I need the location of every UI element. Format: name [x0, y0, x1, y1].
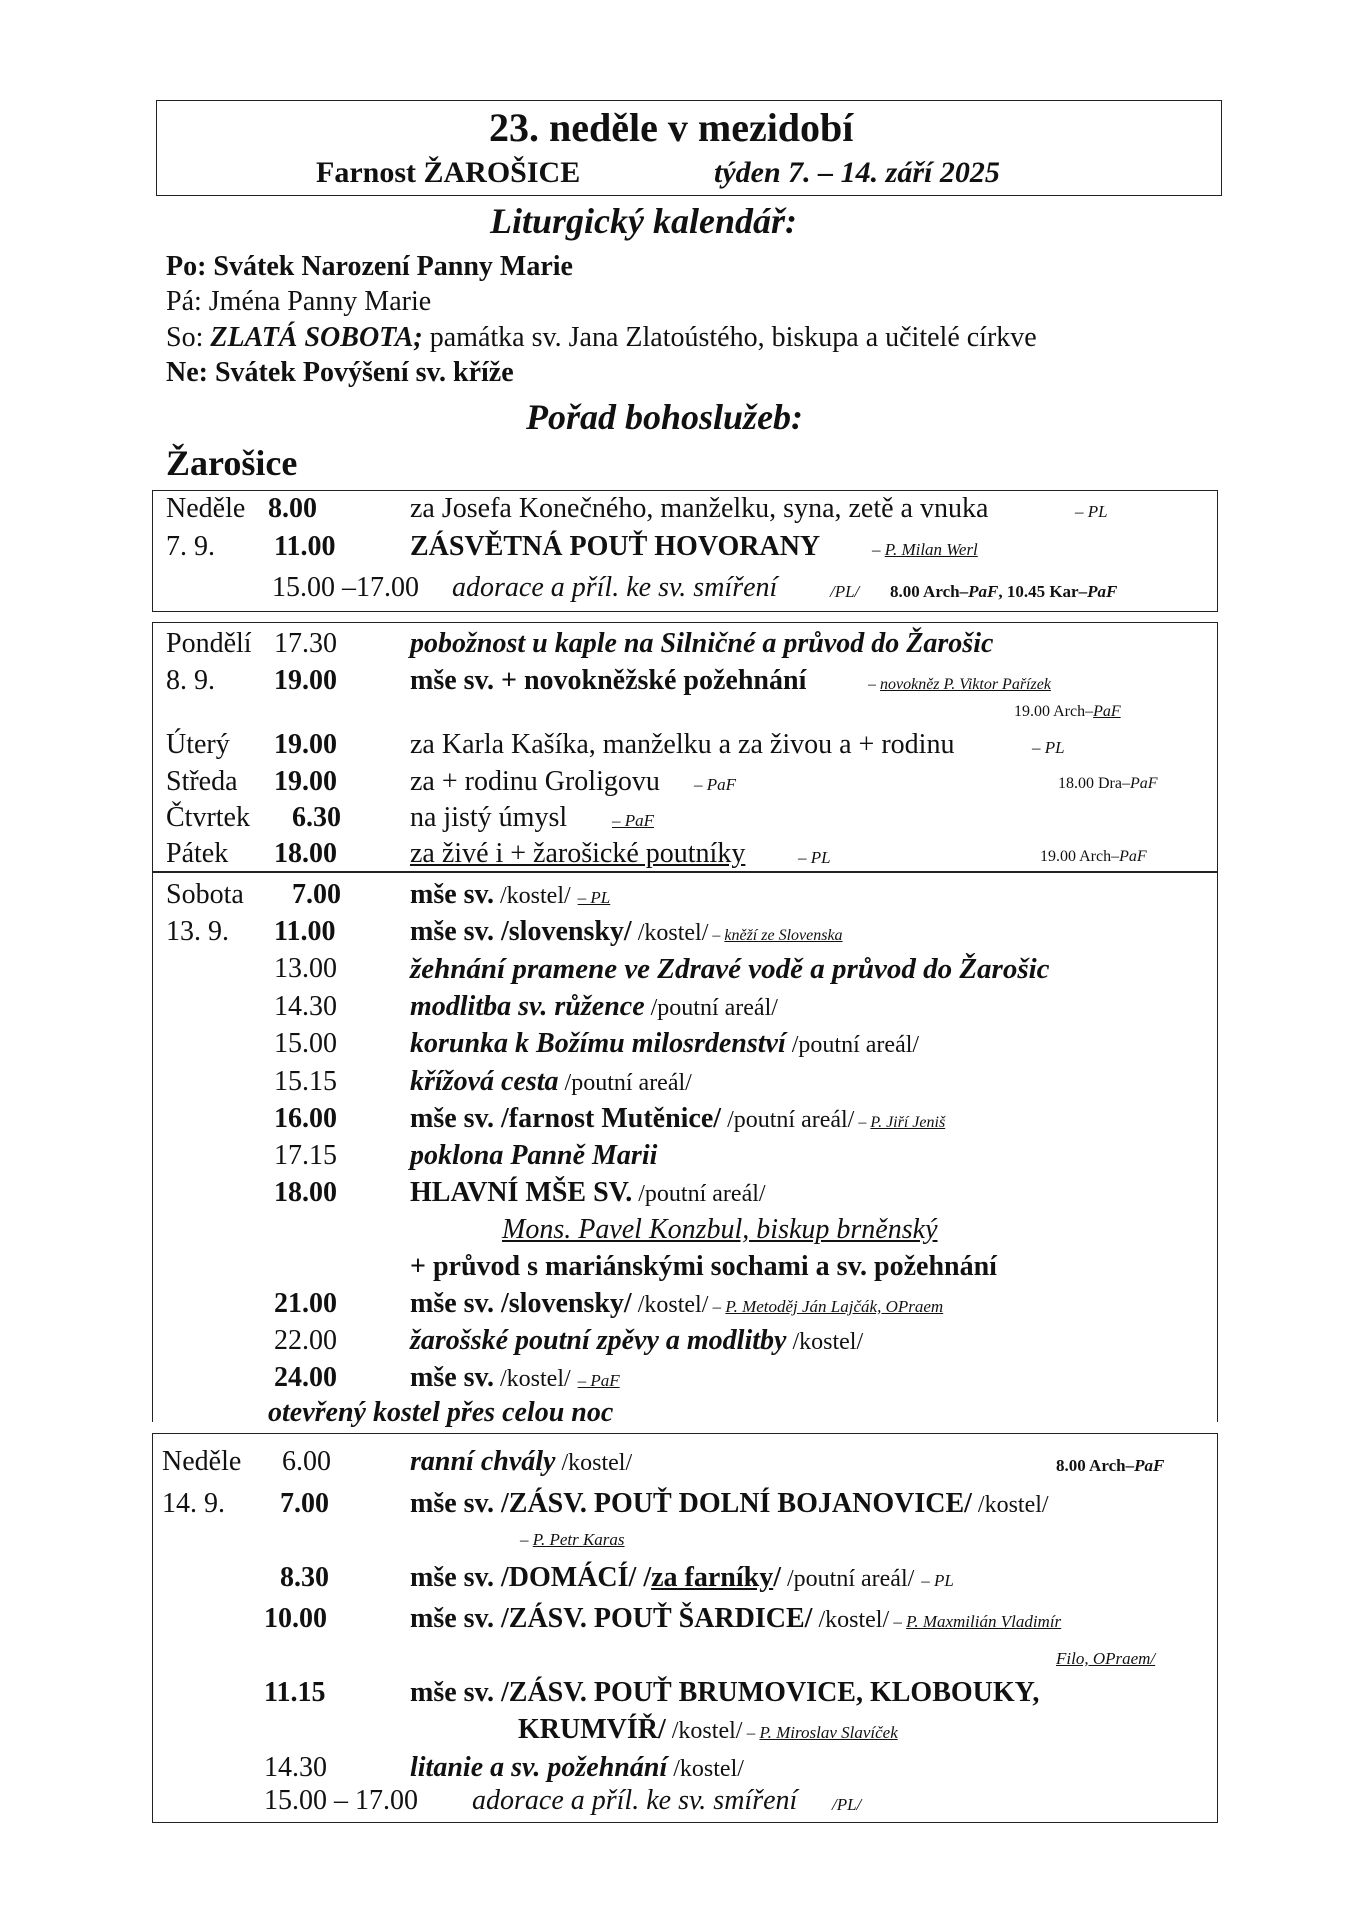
- celebrant: [872, 540, 978, 560]
- mass-note-part: , 10.45 Kar–: [998, 582, 1088, 601]
- day-label: Úterý: [166, 729, 230, 760]
- celebrant: [520, 1530, 625, 1550]
- event: ZÁSVĚTNÁ POUŤ HOVORANY: [410, 531, 821, 562]
- event-place: /poutní areál/: [644, 995, 778, 1021]
- celebrant-name: P. Milan Werl: [884, 540, 978, 559]
- mass-note-place: 19.00 Arch–: [1040, 848, 1120, 865]
- mass-note-paf: PaF: [968, 582, 999, 601]
- celebrant-dash: –: [889, 1612, 907, 1631]
- event: [410, 991, 778, 1023]
- celebrant: – PL: [1032, 738, 1065, 757]
- mass-note-place: 8.00 Arch–: [1056, 1456, 1135, 1475]
- time: 10.00: [264, 1603, 327, 1634]
- intention: za Josefa Konečného, manželku, syna, zetě a vnuka: [410, 493, 989, 524]
- mass-note: [890, 582, 1117, 602]
- event-title: křížová cesta: [410, 1066, 559, 1097]
- event-place: /kostel/: [631, 920, 709, 946]
- event-title: mše sv. /ZÁSV. POUŤ ŠARDICE/: [410, 1603, 813, 1634]
- mass-note-place: 18.00 Dra–: [1058, 775, 1130, 792]
- time: 8.00: [268, 493, 317, 524]
- time: 16.00: [274, 1103, 337, 1134]
- day-label: Pátek: [166, 838, 229, 869]
- event: žehnání pramene ve Zdravé vodě a průvod do Žarošic: [410, 953, 1050, 985]
- event-title: HLAVNÍ MŠE SV.: [410, 1177, 633, 1208]
- time: 21.00: [274, 1288, 337, 1319]
- time: 18.00: [274, 1177, 337, 1208]
- event-title: litanie a sv. požehnání: [410, 1752, 668, 1783]
- event-place: /poutní areál/: [632, 1181, 766, 1207]
- intention: za + rodinu Groligovu: [410, 766, 660, 797]
- time: 15.00 –17.00: [272, 572, 419, 603]
- celebrant-dash: –: [708, 927, 725, 944]
- event: [410, 1028, 919, 1060]
- event-place: /kostel/: [555, 1450, 633, 1476]
- time: 11.15: [264, 1677, 326, 1708]
- schedule-heading: Pořad bohoslužeb:: [526, 397, 804, 437]
- celebrant-name: novokněz P. Viktor Pařízek: [880, 676, 1051, 693]
- event: adorace a příl. ke sv. smíření: [472, 1785, 798, 1816]
- celebrant: Mons. Pavel Konzbul, biskup brněnský: [502, 1214, 938, 1245]
- event: [410, 1446, 632, 1478]
- calendar-saturday: [166, 322, 1037, 354]
- event-place: /kostel/: [971, 1492, 1049, 1518]
- event-title: mše sv. /ZÁSV. POUŤ DOLNÍ BOJANOVICE/: [410, 1488, 972, 1519]
- time: 15.00 – 17.00: [264, 1785, 418, 1816]
- event: [410, 1562, 954, 1594]
- event: adorace a příl. ke sv. smíření: [452, 572, 778, 603]
- day-label: Čtvrtek: [166, 802, 250, 833]
- time: 14.30: [274, 991, 337, 1022]
- celebrant-dash: –: [868, 676, 880, 693]
- time: 24.00: [274, 1362, 337, 1393]
- event-title-underlined: za farníky: [651, 1562, 774, 1593]
- day-label: Sobota: [166, 879, 244, 910]
- event: [410, 879, 610, 911]
- date-label: 7. 9.: [166, 531, 215, 562]
- event-place: /kostel/: [667, 1756, 744, 1782]
- time: 19.00: [274, 665, 337, 696]
- mass-note: [1056, 1456, 1164, 1476]
- event: + průvod s mariánskými sochami a sv. požehnání: [410, 1251, 997, 1282]
- time: 7.00: [292, 879, 341, 910]
- place-name: Žarošice: [166, 443, 298, 483]
- time: 22.00: [274, 1325, 337, 1356]
- event: [410, 1288, 943, 1320]
- date-label: 8. 9.: [166, 665, 215, 696]
- celebrant-dash: –: [708, 1297, 726, 1316]
- event-title: mše sv.: [410, 879, 494, 910]
- celebrant-dash: –: [742, 1723, 760, 1742]
- celebrant: P. Jiří Jeniš: [870, 1114, 946, 1131]
- celebrant: P. Maxmilián Vladimír: [906, 1612, 1062, 1631]
- time: 11.00: [274, 916, 336, 947]
- calendar-sunday: Ne: Svátek Povýšení sv. kříže: [166, 357, 514, 388]
- celebrant: – PL: [798, 848, 831, 867]
- calendar-heading: Liturgický kalendář:: [490, 201, 797, 241]
- celebrant: kněží ze Slovenska: [724, 927, 843, 944]
- celebrant: – PL: [921, 1571, 954, 1590]
- time: 6.00: [282, 1446, 331, 1477]
- event-place: /poutní areál/: [558, 1070, 692, 1096]
- mass-note: [1040, 848, 1147, 866]
- open-church-note: otevřený kostel přes celou noc: [268, 1397, 614, 1428]
- mass-note-paf: PaF: [1119, 848, 1147, 865]
- intention: za živé i + žarošické poutníky: [410, 838, 746, 869]
- week-range: týden 7. – 14. září 2025: [714, 156, 1000, 189]
- time: 19.00: [274, 766, 337, 797]
- event-title: mše sv. /slovensky/: [410, 916, 632, 947]
- celebrant: – PaF: [612, 811, 655, 830]
- day-label: Pondělí: [166, 628, 252, 659]
- mass-note-part: 8.00 Arch–: [890, 582, 969, 601]
- event: [410, 1325, 863, 1357]
- celebrant: /PL/: [832, 1795, 862, 1814]
- event-title: mše sv. /farnost Mutěnice/: [410, 1103, 722, 1134]
- time: 14.30: [264, 1752, 327, 1783]
- celebrant: /PL/: [830, 582, 860, 601]
- mass-note-paf: PaF: [1087, 582, 1118, 601]
- event-place: /kostel/: [786, 1329, 864, 1355]
- event: mše sv. /ZÁSV. POUŤ BRUMOVICE, KLOBOUKY,: [410, 1677, 1040, 1708]
- event-title: ranní chvály: [410, 1446, 556, 1477]
- celebrant-dash: –: [872, 540, 885, 559]
- time: 11.00: [274, 531, 336, 562]
- date-label: 13. 9.: [166, 916, 229, 947]
- mass-note: [1014, 703, 1121, 721]
- event-title: žarošské poutní zpěvy a modlitby: [410, 1325, 787, 1356]
- celebrant: [868, 676, 1051, 694]
- event: poklona Panně Marii: [410, 1140, 658, 1171]
- event: mše sv. + novokněžské požehnání: [410, 665, 807, 696]
- time: 17.30: [274, 628, 337, 659]
- day-label: Středa: [166, 766, 238, 797]
- event-title: mše sv. /DOMÁCÍ/ /: [410, 1562, 652, 1593]
- event-place: /poutní areál/: [781, 1566, 915, 1592]
- event: [410, 916, 843, 948]
- event-title: korunka k Božímu milosrdenství: [410, 1028, 786, 1059]
- event: [410, 1066, 692, 1098]
- calendar-saturday-feast: ZLATÁ SOBOTA;: [210, 322, 423, 353]
- mass-note: [1058, 775, 1158, 793]
- event: [518, 1714, 898, 1746]
- time: 15.00: [274, 1028, 337, 1059]
- time: 13.00: [274, 953, 337, 984]
- mass-note-paf: PaF: [1129, 775, 1158, 792]
- celebrant: – PL: [577, 888, 611, 907]
- time: 15.15: [274, 1066, 337, 1097]
- event-place: /poutní areál/: [721, 1107, 855, 1133]
- event: [410, 1103, 945, 1135]
- calendar-monday: Po: Svátek Narození Panny Marie: [166, 251, 573, 282]
- time: 19.00: [274, 729, 337, 760]
- time: 18.00: [274, 838, 337, 869]
- calendar-friday: Pá: Jména Panny Marie: [166, 286, 432, 317]
- event-title: modlitba sv. růžence: [410, 991, 645, 1022]
- event-place: /kostel/: [494, 883, 571, 909]
- event: [410, 1177, 766, 1209]
- event-title: mše sv.: [410, 1362, 494, 1393]
- page-title: 23. neděle v mezidobí: [489, 105, 854, 150]
- intention: za Karla Kašíka, manželku a za živou a + rodinu: [410, 729, 955, 760]
- event-place: /kostel/: [494, 1366, 571, 1392]
- day-label: Neděle: [166, 493, 246, 524]
- celebrant-dash: –: [854, 1114, 871, 1131]
- celebrant: P. Miroslav Slavíček: [759, 1723, 898, 1742]
- calendar-saturday-prefix: So:: [166, 322, 211, 353]
- event: [410, 1362, 620, 1394]
- event-place: /kostel/: [812, 1607, 890, 1633]
- celebrant: P. Metoděj Ján Lajčák, OPraem: [725, 1297, 944, 1316]
- celebrant: – PaF: [694, 775, 737, 794]
- event-title: KRUMVÍŘ/: [518, 1714, 666, 1745]
- event-place: /kostel/: [665, 1718, 743, 1744]
- celebrant: – PL: [1075, 502, 1108, 521]
- event-place: /poutní areál/: [785, 1032, 920, 1058]
- celebrant-name: P. Petr Karas: [532, 1530, 625, 1549]
- mass-note-place: 19.00 Arch–: [1014, 703, 1094, 720]
- event: [410, 1752, 744, 1784]
- event-place: /kostel/: [631, 1292, 709, 1318]
- event: [410, 1603, 1061, 1635]
- intention: na jistý úmysl: [410, 802, 568, 833]
- parish-name: Farnost ŽAROŠICE: [316, 156, 581, 189]
- time: 7.00: [280, 1488, 329, 1519]
- date-label: 14. 9.: [162, 1488, 225, 1519]
- mass-note-paf: PaF: [1093, 703, 1121, 720]
- time: 8.30: [280, 1562, 329, 1593]
- celebrant: Filo, OPraem/: [1056, 1649, 1156, 1668]
- event: pobožnost u kaple na Silničné a průvod do Žarošic: [410, 628, 994, 659]
- calendar-saturday-rest: památka sv. Jana Zlatoústého, biskupa a učitelé církve: [422, 322, 1037, 353]
- event-title-end: /: [773, 1562, 781, 1593]
- event-title: mše sv. /slovensky/: [410, 1288, 632, 1319]
- mass-note-paf: PaF: [1134, 1456, 1165, 1475]
- time: 17.15: [274, 1140, 337, 1171]
- celebrant: – PaF: [577, 1371, 620, 1390]
- event: [410, 1488, 1049, 1520]
- celebrant-dash: –: [520, 1530, 533, 1549]
- day-label: Neděle: [162, 1446, 242, 1477]
- time: 6.30: [292, 802, 341, 833]
